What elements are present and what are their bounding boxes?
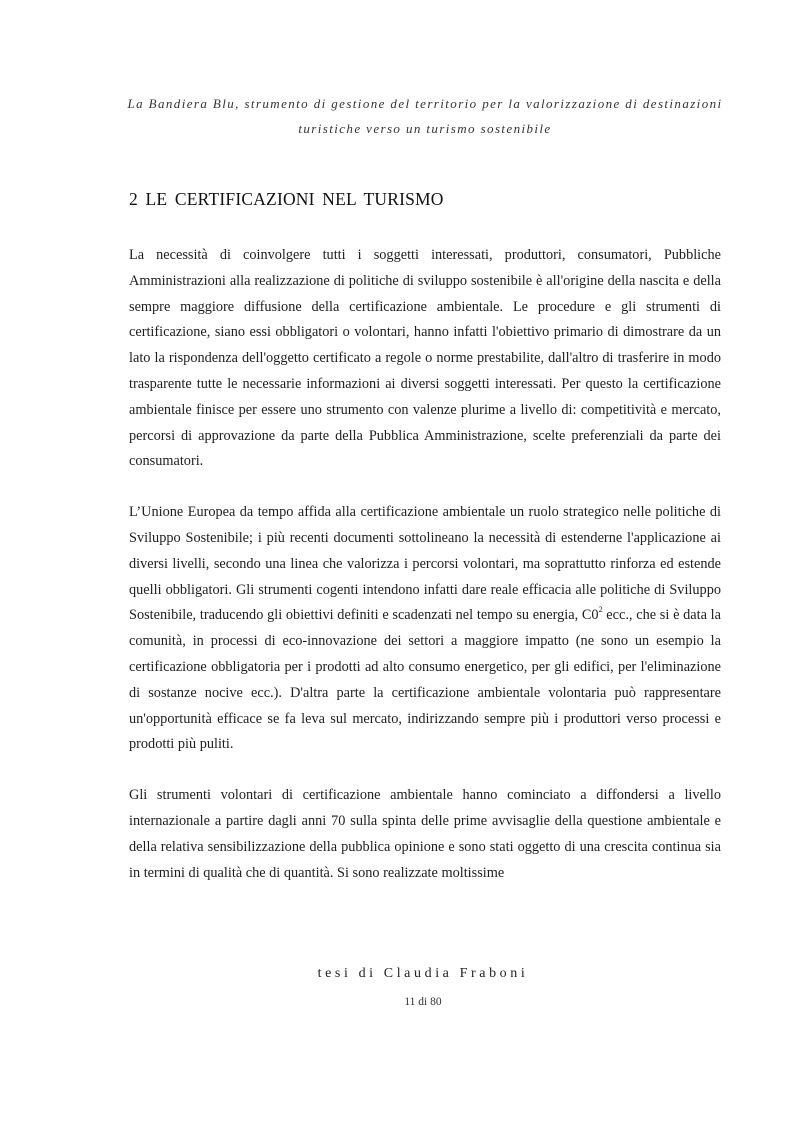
paragraph-1: La necessità di coinvolgere tutti i soggetti interessati, produttori, consumatori, Pubbliche Amministrazioni alla realizzazione di politiche di sviluppo sostenibile è all'origine della nascita e della sempre maggiore diffusione della certificazione ambientale. Le procedure e gli strumenti di certificazione, siano essi obbligatori o volontari, hanno infatti l'obiettivo primario di dimostrare da un lato la rispondenza dell'oggetto certificato a regole o norme prestabilite, dall'altro di trasferire in modo trasparente tutte le necessarie informazioni ai diversi soggetti interessati. Per questo la certificazione ambientale finisce per essere uno strumento con valenze plurime a livello di: competitività e mercato, percorsi di approvazione da parte della Pubblica Amministrazione, scelte preferenziali da parte dei consumatori. (129, 247, 721, 470)
footer-author: tesi di Claudia Fraboni (317, 966, 529, 981)
running-header-line-2: turistiche verso un turismo sostenibile (298, 121, 552, 136)
paragraph-2-part-1: L’Unione Europea da tempo affida alla certificazione ambientale un ruolo strategico nelle politiche di Sviluppo Sostenibile; i più recenti documenti sottolineano la necessità di estenderne l'applicazione ai diversi livelli, secondo una linea che valorizza i percorsi volontari, ma soprattutto rinforza ed estende quelli obbligatori. Gli strumenti cogenti intendono infatti dare reale efficacia alle politiche di Sviluppo Sostenibile, traducendo gli obiettivi definiti e scadenzati nel tempo su energia, C0 (129, 504, 721, 624)
running-header (110, 91, 740, 141)
paragraph-2-part-2: ecc., che si è data la comunità, in processi di eco-innovazione dei settori a maggiore impatto (ne sono un esempio la certificazione obbligatoria per i prodotti ad alto consumo energetico, per gli edifici, per l'eliminazione di sostanze nocive ecc.). D'altra parte la certificazione ambientale volontaria può rappresentare un'opportunità efficace se fa leva sul mercato, indirizzando sempre più i produttori verso processi e prodotti più puliti. (129, 607, 722, 753)
chapter-title: 2 LE CERTIFICAZIONI NEL TURISMO (129, 189, 444, 209)
page-number: 11 di 80 (404, 996, 442, 1008)
paragraph-3: Gli strumenti volontari di certificazione ambientale hanno cominciato a diffondersi a livello internazionale a partire dagli anni 70 sulla spinta delle prime avvisaglie della questione ambientale e della relativa sensibilizzazione della pubblica opinione e sono stati oggetto di una crescita continua sia in termini di qualità che di quantità. Si sono realizzate moltissime (129, 787, 721, 881)
superscript-2: 2 (598, 604, 603, 614)
paragraph-2 (129, 500, 721, 758)
running-header-line-1: La Bandiera Blu, strumento di gestione del territorio per la valorizzazione di destinazioni (127, 96, 723, 111)
body-text (129, 243, 721, 911)
